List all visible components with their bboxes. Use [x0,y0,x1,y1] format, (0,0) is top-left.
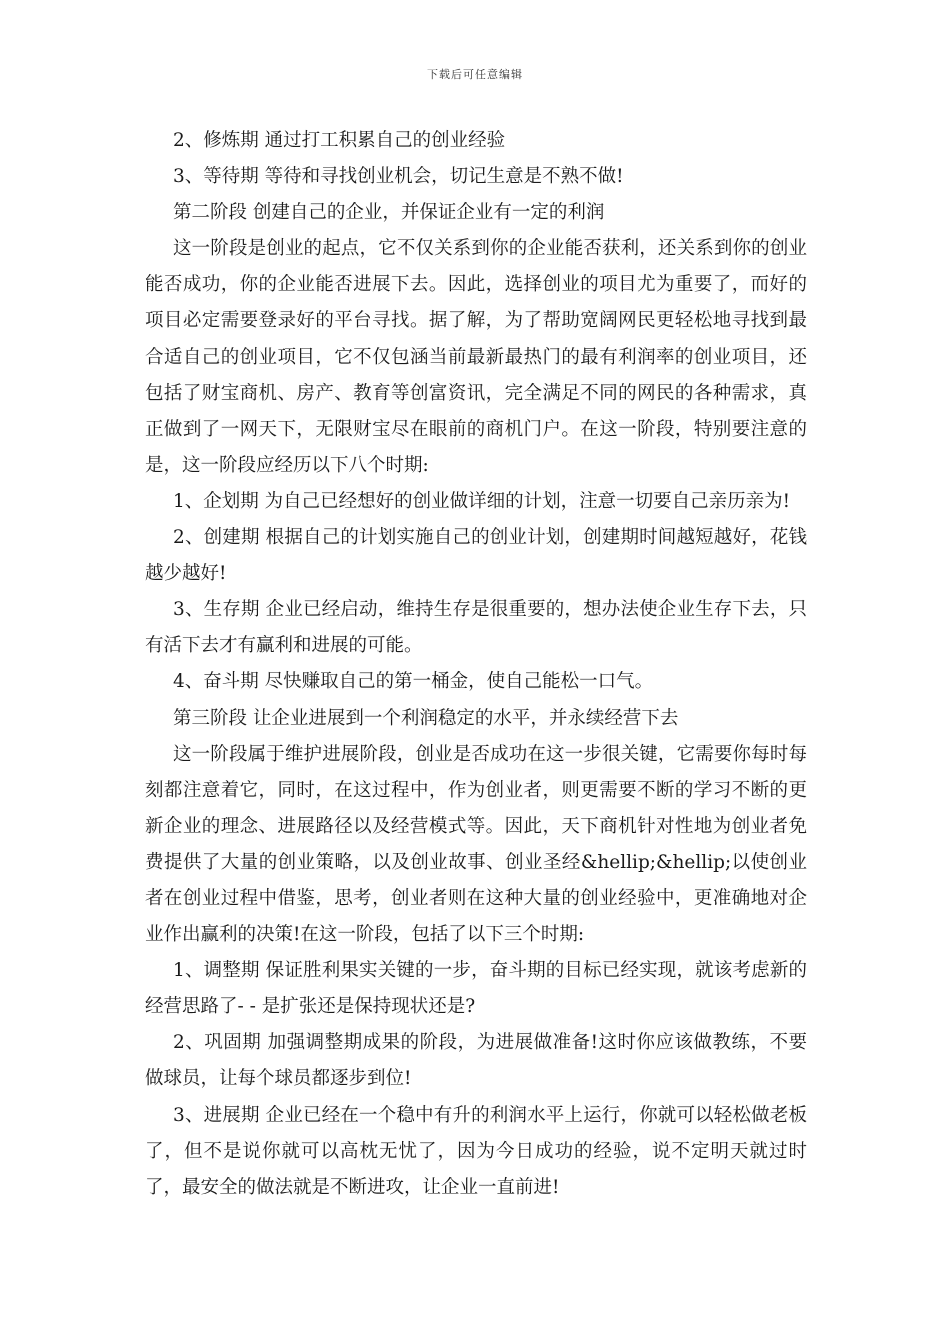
paragraph-stage-2-intro: 这一阶段是创业的起点，它不仅关系到你的企业能否获利，还关系到你的创业能否成功，你的企业能否进展下去。因此，选择创业的项目尤为重要了，而好的项目必定需要登录好的平台寻找。据了解，为了帮助宽阔网民更轻松地寻找到最合适自己的创业项目，它不仅包涵当前最新最热门的最有利润率的创业项目，还包括了财宝商机、房产、教育等创富资讯，完全满足不同的网民的各种需求，真正做到了一网天下，无限财宝尽在眼前的商机门户。在这一阶段，特别要注意的是，这一阶段应经历以下八个时期: [145,238,807,476]
paragraph-period-1-adjustment: 1、调整期 保证胜利果实关键的一步，奋斗期的目标已经实现，就该考虑新的经营思路了- - 是扩张还是保持现状还是? [145,960,807,1018]
document-body [145,123,807,1206]
paragraph-period-2-consolidation: 2、巩固期 加强调整期成果的阶段，为进展做准备!这时你应该做教练，不要做球员，让每个球员都逐步到位! [145,1032,807,1090]
paragraph-stage-3-intro: 这一阶段属于维护进展阶段，创业是否成功在这一步很关键，它需要你每时每刻都注意着它，同时，在这过程中，作为创业者，则更需要不断的学习不断的更新企业的理念、进展路径以及经营模式等。因此，天下商机针对性地为创业者免费提供了大量的创业策略，以及创业故事、创业圣经&hellip;&hellip;以使创业者在创业过程中借鉴，思考，创业者则在这种大量的创业经验中，更准确地对企业作出赢利的决策!在这一阶段，包括了以下三个时期: [145,743,807,946]
paragraph-period-3-waiting: 3、等待期 等待和寻找创业机会，切记生意是不熟不做! [173,166,624,188]
section-heading-stage-3: 第三阶段 让企业进展到一个利润稳定的水平，并永续经营下去 [173,707,679,729]
paragraph-period-2-founding: 2、创建期 根据自己的计划实施自己的创业计划，创建期时间越短越好，花钱越少越好! [145,527,807,585]
paragraph-period-4-struggle: 4、奋斗期 尽快赚取自己的第一桶金，使自己能松一口气。 [173,671,654,693]
section-heading-stage-2: 第二阶段 创建自己的企业，并保证企业有一定的利润 [173,202,605,224]
paragraph-period-3-survival: 3、生存期 企业已经启动，维持生存是很重要的，想办法使企业生存下去，只有活下去才有赢利和进展的可能。 [145,599,807,657]
paragraph-period-3-development: 3、进展期 企业已经在一个稳中有升的利润水平上运行，你就可以轻松做老板了，但不是说你就可以高枕无忧了，因为今日成功的经验，说不定明天就过时了，最安全的做法就是不断进攻，让企业一直前进! [145,1104,807,1198]
paragraph-period-1-planning: 1、企划期 为自己已经想好的创业做详细的计划，注意一切要自己亲历亲为! [173,490,791,512]
page-header: 下载后可任意编辑 [427,68,523,81]
paragraph-period-2-training: 2、修炼期 通过打工积累自己的创业经验 [173,130,506,151]
